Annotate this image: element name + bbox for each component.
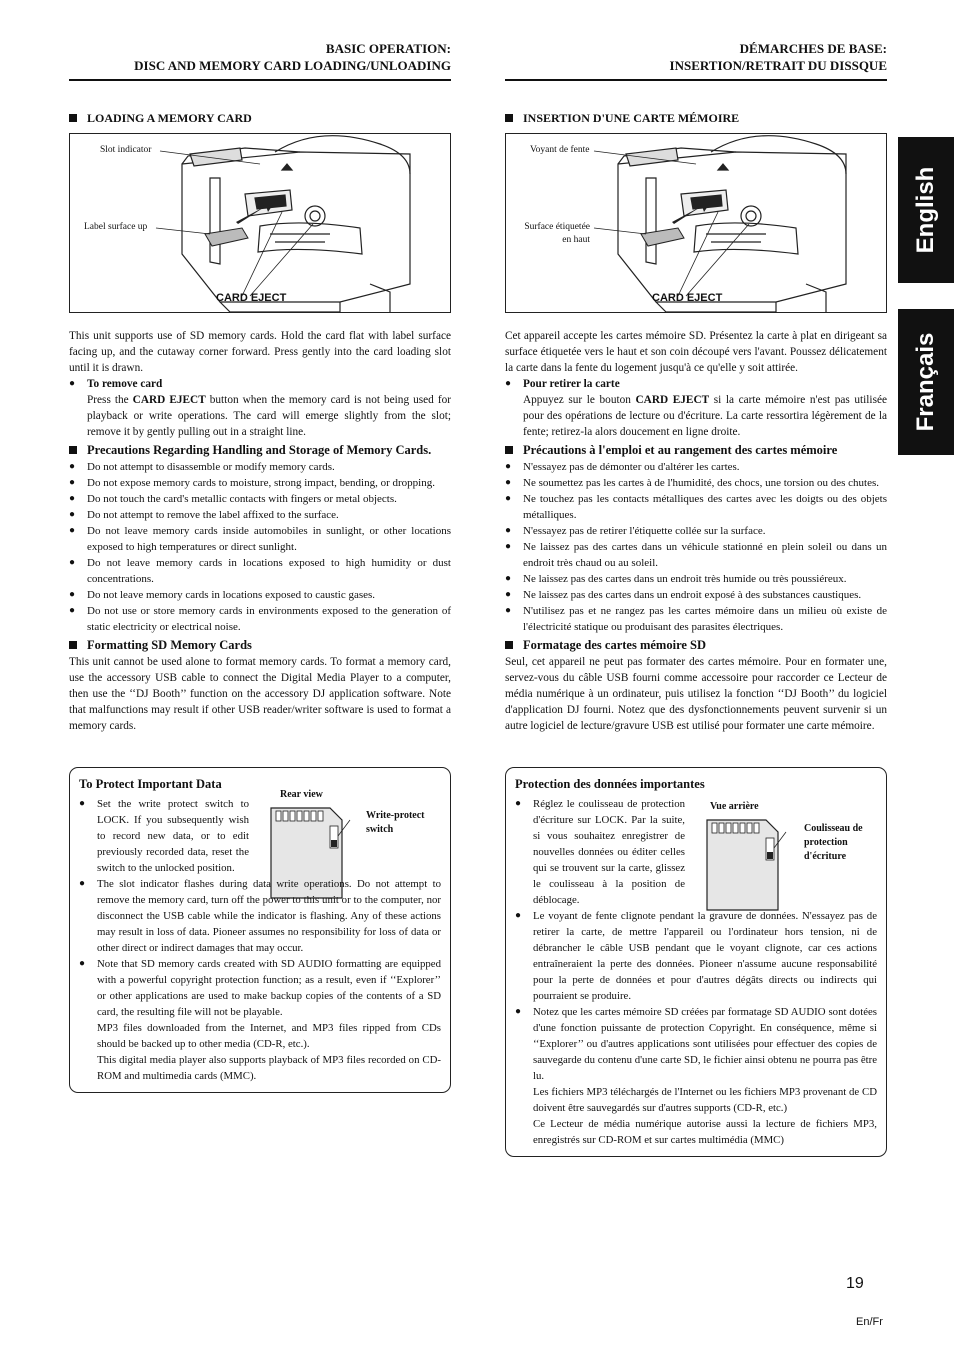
remove-card-heading: ● To remove card <box>69 376 451 392</box>
formatting-heading: Formatting SD Memory Cards <box>69 637 451 653</box>
header-line-2: INSERTION/RETRAIT DU DISSQUE <box>669 58 887 73</box>
protect-extra-2: This digital media player also supports playback of MP3 files recorded on CD-ROM and multimedia cards (MMC). <box>97 1054 441 1082</box>
protect-extra-1: MP3 files downloaded from the Internet, and MP3 files ripped from CDs should be backed up to other media (CD-R, etc.). <box>97 1022 441 1050</box>
header-rule <box>69 79 451 81</box>
rear-view-label: Vue arrière <box>710 801 759 812</box>
list-item: ● Do not leave memory cards in locations exposed to caustic gases. <box>69 587 451 603</box>
formatting-text: Seul, cet appareil ne peut pas formater des cartes mémoire. Pour en formater une, servez-vous du câble USB fourni comme accessoire pour raccorder ce Lecteur de média numérique à un ordinateur, puis utilisez la fonction ‘‘DJ Booth’’ du logiciel d'application DJ fourni. Notez que des dysfonctionnements peuvent survenir si un autre logiciel de lecture/gravure USB est utilisé pour formater une carte mémoire. <box>505 656 887 732</box>
card-loading-figure <box>69 133 451 313</box>
protect-title: To Protect Important Data <box>79 777 222 791</box>
header-rule <box>505 79 887 81</box>
protect-extra-2: Ce Lecteur de média numérique autorise aussi la lecture de fichiers MP3, enregistrés sur CD-ROM et sur cartes multimédia (MMC) <box>533 1118 877 1146</box>
list-item: ● Do not expose memory cards to moisture, strong impact, bending, or dropping. <box>69 475 451 491</box>
list-item: ● Ne laissez pas des cartes dans un véhicule stationné en plein soleil ou dans un endroit très chaud ou au soleil. <box>505 539 887 571</box>
remove-card-text: Press the CARD EJECT button when the memory card is not being used for playback or write operations. The card will emerge slightly from the slot; remove it by gently pulling out in a straight line. <box>87 394 451 438</box>
list-item: ● Ne soumettez pas les cartes à de l'humidité, des chocs, une torsion ou des chutes. <box>505 475 887 491</box>
page-number: 19 <box>846 1275 864 1292</box>
slot-indicator-label: Voyant de fente <box>530 145 590 155</box>
list-item: ● Le voyant de fente clignote pendant la gravure de données. N'essayez pas de retirer la carte, de mettre l'appareil ou l'ordinateur hors tension, ni de débrancher le câble USB pendant que le voyant clignote, car ces actions entraîneraient la perte des données. Pioneer n'assume aucune responsabilité pour la perte de données et pour d'autres dégâts directs ou indirects qui pourraient se produire. <box>515 908 877 1004</box>
list-item: ● Ne laissez pas des cartes dans un endroit exposé à des substances caustiques. <box>505 587 887 603</box>
tab-english[interactable]: English <box>898 137 954 283</box>
precautions-heading: Precautions Regarding Handling and Storage of Memory Cards. <box>69 442 451 458</box>
precautions-list <box>69 459 451 635</box>
list-item: ● N'essayez pas de retirer l'étiquette collée sur la surface. <box>505 523 887 539</box>
card-eject-label: CARD EJECT <box>652 292 723 304</box>
list-item: ● The slot indicator flashes during data write operations. Do not attempt to remove the memory card, turn off the power to this unit or to the computer, nor disconnect the USB cable while the indicator is flashing. Any of these actions may result in loss of data. Pioneer assumes no responsibility for loss of data or other direct or indirect damages that may occur. <box>79 876 441 956</box>
body-text <box>69 328 451 734</box>
page-header <box>69 40 451 74</box>
rear-view-label: Rear view <box>280 789 323 800</box>
protect-list <box>79 796 441 1020</box>
section-title: INSERTION D'UNE CARTE MÉMOIRE <box>505 111 739 126</box>
page-header <box>505 40 887 74</box>
list-item: ● Do not touch the card's metallic contacts with fingers or metal objects. <box>69 491 451 507</box>
list-item: ● Do not attempt to remove the label affixed to the surface. <box>69 507 451 523</box>
protect-list <box>515 796 877 1084</box>
label-surface-label: Surface étiquetée en haut <box>524 222 590 245</box>
header-line-1: BASIC OPERATION: <box>325 41 451 56</box>
write-protect-label: Coulisseau de protection d'écriture <box>804 823 863 862</box>
list-item: ● Réglez le coulisseau de protection d'écriture sur LOCK. Par la suite, si vous souhaitez enregistrer de nouvelles données ou éditer celles qui se trouvent sur la carte, glissez le coulisseau à la position de déblocage. <box>515 796 877 908</box>
slot-indicator-label: Slot indicator <box>100 145 152 155</box>
write-protect-label: Write-protect switch <box>366 810 425 835</box>
list-item: ● Do not attempt to disassemble or modify memory cards. <box>69 459 451 475</box>
list-item: ● Ne touchez pas les contacts métalliques des cartes avec les doigts ou des objets métalliques. <box>505 491 887 523</box>
card-loading-figure <box>505 133 887 313</box>
body-text <box>505 328 887 734</box>
list-item: ● N'utilisez pas et ne rangez pas les cartes mémoire dans un milieu où existe de l'électricité statique ou produisant des parasites électriques. <box>505 603 887 635</box>
list-item: ● Do not leave memory cards in locations exposed to high humidity or dust concentrations. <box>69 555 451 587</box>
page-language-code: En/Fr <box>856 1316 883 1328</box>
precautions-heading: Précautions à l'emploi et au rangement des cartes mémoire <box>505 442 887 458</box>
list-item: ● Notez que les cartes mémoire SD créées par formatage SD AUDIO sont dotées d'une fonction puissante de protection Copyright. En conséquence, même si ‘‘Explorer’’ ou d'autres applications sont utilisées pour effectuer des copies de sauvegarde du contenu d'une carte SD, le fichier ainsi obtenu ne pourra pas être lu. <box>515 1004 877 1084</box>
remove-card-heading: ● Pour retirer la carte <box>505 376 887 392</box>
header-line-2: DISC AND MEMORY CARD LOADING/UNLOADING <box>134 58 451 73</box>
list-item: ● Do not use or store memory cards in environments exposed to the generation of static electricity or electrical noise. <box>69 603 451 635</box>
list-item: ● N'essayez pas de démonter ou d'altérer les cartes. <box>505 459 887 475</box>
protect-data-box <box>505 767 887 1157</box>
list-item: ● Ne laissez pas des cartes dans un endroit très humide ou très poussiéreux. <box>505 571 887 587</box>
list-item: ● Do not leave memory cards inside automobiles in sunlight, or other locations exposed to high temperatures or direct sunlight. <box>69 523 451 555</box>
protect-data-box <box>69 767 451 1093</box>
remove-card-text: Appuyez sur le bouton CARD EJECT si la carte mémoire n'est pas utilisée pour des opérations de lecture ou d'écriture. La carte ressortira légèrement de la fente; retirez-la alors doucement en ligne droite. <box>523 394 887 438</box>
list-item: ● Set the write protect switch to LOCK. If you subsequently wish to record new data, or to edit previously recorded data, reset the switch to the unlocked position. <box>79 796 441 876</box>
formatting-heading: Formatage des cartes mémoire SD <box>505 637 887 653</box>
section-title: LOADING A MEMORY CARD <box>69 111 252 126</box>
precautions-list <box>505 459 887 635</box>
list-item: ● Note that SD memory cards created with SD AUDIO formatting are equipped with a powerful copyright protection function; as a result, even if ‘‘Explorer’’ or other applications are used to make backup copies of the contents of a SD card, the resulting file will not be playable. <box>79 956 441 1020</box>
label-surface-label: Label surface up <box>84 222 148 232</box>
formatting-text: This unit cannot be used alone to format memory cards. To format a memory card, use the accessory USB cable to connect the Digital Media Player to a computer, then use the ‘‘DJ Booth’’ function on the accessory DJ application software. Note that malfunctions may result if other USB reader/writer software is used to format a memory cards. <box>69 656 451 732</box>
intro-paragraph: Cet appareil accepte les cartes mémoire SD. Présentez la carte à plat en dirigeant sa surface étiquetée vers le haut et son coin découpé vers l'avant. Poussez délicatement la carte dans la fente du logement jusqu'à ce qu'elle y soit attirée. <box>505 330 887 374</box>
intro-paragraph: This unit supports use of SD memory cards. Hold the card flat with label surface facing up, and the cutaway corner forward. Press gently into the card loading slot until it is drawn. <box>69 330 451 374</box>
protect-title: Protection des données importantes <box>515 777 705 791</box>
tab-francais[interactable]: Français <box>898 309 954 455</box>
protect-extra-1: Les fichiers MP3 téléchargés de l'Internet ou les fichiers MP3 provenant de CD doivent être sauvegardés sur d'autres supports (CD-R, etc.) <box>533 1086 877 1114</box>
header-line-1: DÉMARCHES DE BASE: <box>739 41 887 56</box>
card-eject-label: CARD EJECT <box>216 292 287 304</box>
